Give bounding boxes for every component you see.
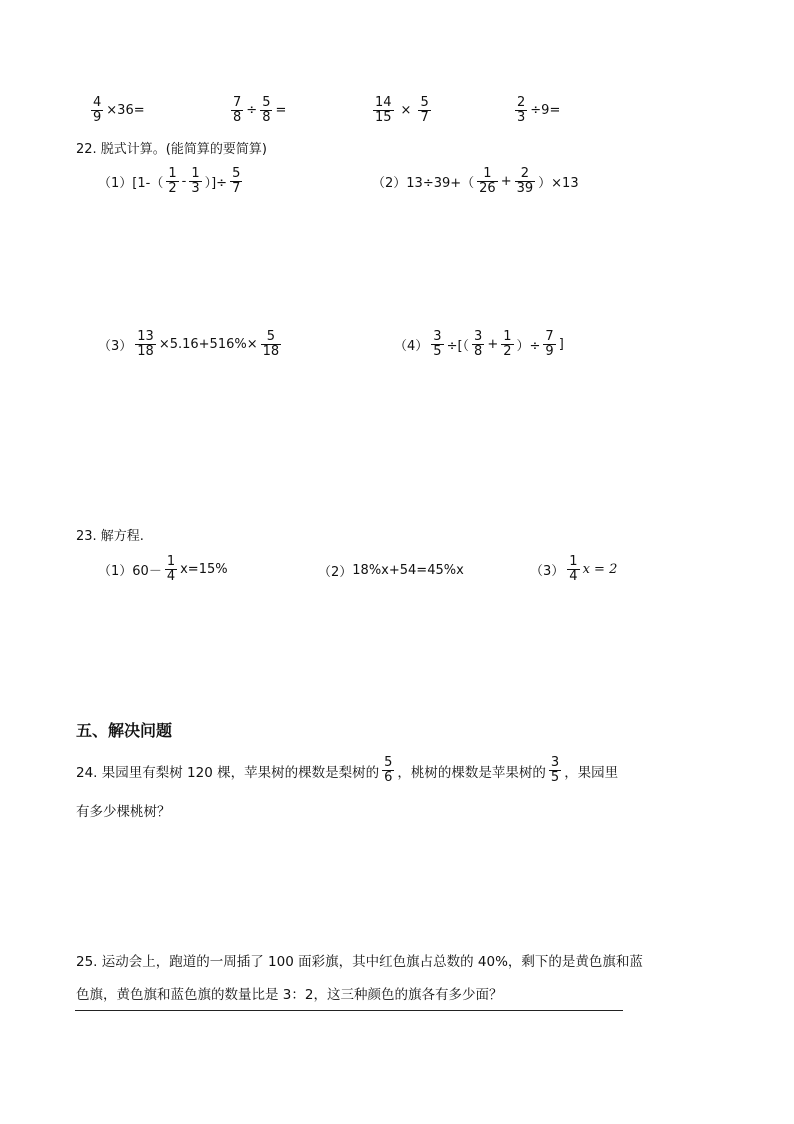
fraction: $\frac{5}{18}$: [262, 329, 280, 359]
section-heading: 五、解决问题: [76, 721, 173, 740]
q22-problem-4: （4） $\frac{3}{5}$ ÷[（ $\frac{3}{8}$ + $\frac{1}{2}$ ）÷ $\frac{7}{9}$ ]: [394, 329, 564, 359]
q24-line-2: 有多少棵桃树？: [76, 804, 171, 820]
fraction: $\frac{14}{15}$: [375, 95, 392, 125]
fraction: $\frac{13}{18}$: [137, 329, 154, 359]
fraction: $\frac{1}{3}$: [191, 166, 200, 196]
q22-problem-3: （3） $\frac{13}{18}$ ×5.16+516%× $\frac{5}{18}$: [98, 329, 280, 359]
q23-problem-3: （3） $\frac{1}{4}$ x = 2: [530, 554, 618, 584]
q22-problem-2: （2） 13÷39+（ $\frac{1}{26}$ + $\frac{2}{39}$ ）×13: [372, 166, 579, 196]
expr-row1-a: $\frac{4}{9}$ ×36=: [93, 95, 145, 125]
q22-title: 22. 脱式计算。(能简算的要简算): [76, 142, 267, 157]
fraction: $\frac{7}{8}$: [233, 95, 242, 125]
q24-line-1: 24. 果园里有梨树 120 棵，苹果树的棵数是梨树的 $\frac{5}{6}$ ，桃树的棵数是苹果树的 $\frac{3}{5}$ ，果园里: [76, 755, 619, 785]
fraction: $\frac{4}{9}$: [93, 95, 102, 125]
q23-problem-1: （1） 60－ $\frac{1}{4}$ x=15%: [98, 554, 228, 584]
q23-title: 23. 解方程.: [76, 529, 144, 544]
fraction: $\frac{2}{3}$: [517, 95, 526, 125]
expr-row1-d: $\frac{2}{3}$ ÷9=: [517, 95, 561, 125]
fraction: $\frac{3}{8}$: [474, 329, 483, 359]
q25-line-1: 25. 运动会上，跑道的一周插了 100 面彩旗，其中红色旗占总数的 40%，剩下的是黄色旗和蓝: [76, 954, 643, 970]
fraction: $\frac{3}{5}$: [433, 329, 442, 359]
fraction: $\frac{1}{26}$: [479, 166, 496, 196]
q25-line-2: 色旗，黄色旗和蓝色旗的数量比是 3：2，这三种颜色的旗各有多少面？: [76, 987, 503, 1003]
fraction: $\frac{5}{7}$: [232, 166, 241, 196]
fraction: $\frac{3}{5}$: [550, 755, 560, 785]
fraction: $\frac{5}{8}$: [262, 95, 271, 125]
horizontal-rule: [75, 1010, 623, 1011]
q23-problem-2: （2） 18%x+54=45%x: [318, 563, 464, 580]
fraction: $\frac{5}{6}$: [384, 755, 393, 785]
fraction: $\frac{1}{2}$: [503, 329, 512, 359]
fraction: $\frac{1}{4}$: [166, 554, 176, 584]
expr-row1-b: $\frac{7}{8}$ ÷ $\frac{5}{8}$ =: [233, 95, 287, 125]
expr-row1-c: $\frac{14}{15}$ × $\frac{5}{7}$: [375, 95, 429, 125]
fraction: $\frac{7}{9}$: [545, 329, 554, 359]
fraction: $\frac{1}{4}$: [569, 554, 578, 584]
q22-problem-1: （1） [1-（ $\frac{1}{2}$ - $\frac{1}{3}$ ）]÷ $\frac{5}{7}$: [98, 166, 241, 196]
fraction: $\frac{2}{39}$: [516, 166, 534, 196]
fraction: $\frac{5}{7}$: [420, 95, 429, 125]
fraction: $\frac{1}{2}$: [168, 166, 177, 196]
